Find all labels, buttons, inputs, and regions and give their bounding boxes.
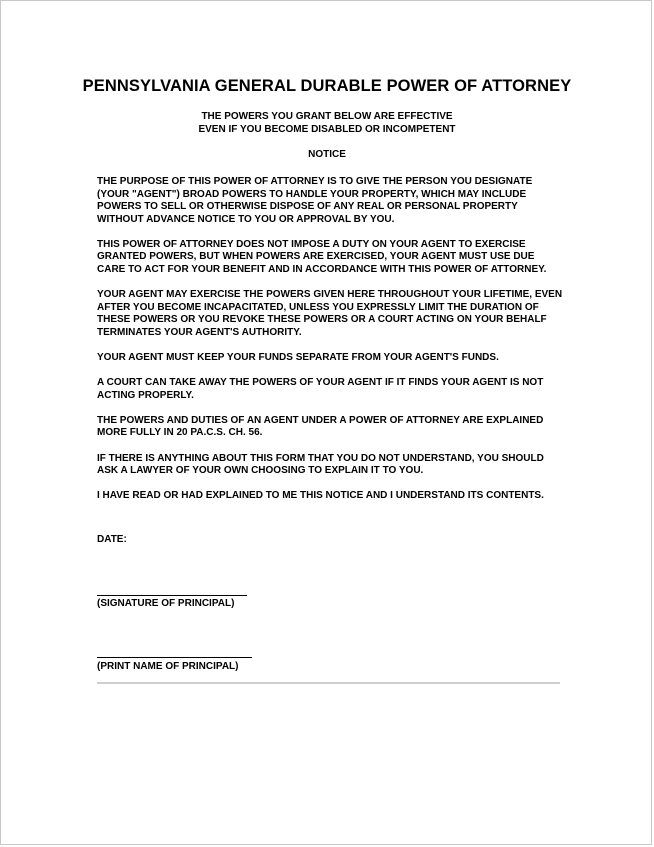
print-name-line <box>97 657 252 658</box>
subtitle-line-2: EVEN IF YOU BECOME DISABLED OR INCOMPETENT <box>198 123 456 135</box>
notice-paragraph-court: A COURT CAN TAKE AWAY THE POWERS OF YOUR AGENT IF IT FINDS YOUR AGENT IS NOT ACTING PROPERLY. <box>97 377 544 401</box>
notice-paragraph-duty: THIS POWER OF ATTORNEY DOES NOT IMPOSE A DUTY ON YOUR AGENT TO EXERCISE GRANTED POWERS, BUT WHEN POWERS ARE EXERCISED, YOUR AGENT MUST USE DUE CARE TO ACT FOR YOUR BENEFIT AND IN ACCORDANCE WITH THIS POWER OF ATTORNEY. <box>97 238 547 276</box>
notice-paragraph-lawyer: IF THERE IS ANYTHING ABOUT THIS FORM THAT YOU DO NOT UNDERSTAND, YOU SHOULD ASK A LAWYER OF YOUR OWN CHOOSING TO EXPLAIN IT TO YOU. <box>97 452 544 477</box>
date-label: DATE: <box>97 534 127 545</box>
signature-caption: (SIGNATURE OF PRINCIPAL) <box>97 598 235 609</box>
section-divider <box>97 682 560 684</box>
notice-paragraph-purpose: THE PURPOSE OF THIS POWER OF ATTORNEY IS TO GIVE THE PERSON YOU DESIGNATE (YOUR "AGENT") BROAD POWERS TO HANDLE YOUR PROPERTY, WHICH MAY INCLUDE POWERS TO SELL OR OTHERWISE DISPOSE OF ANY REAL OR PERSONAL PROPERTY WITHOUT ADVANCE NOTICE TO YOU OR APPROVAL BY YOU. <box>97 176 533 225</box>
notice-heading: NOTICE <box>308 149 346 160</box>
notice-paragraph-acknowledgement: I HAVE READ OR HAD EXPLAINED TO ME THIS NOTICE AND I UNDERSTAND ITS CONTENTS. <box>97 490 544 502</box>
notice-paragraph-lifetime: YOUR AGENT MAY EXERCISE THE POWERS GIVEN HERE THROUGHOUT YOUR LIFETIME, EVEN AFTER YOU BECOME INCAPACITATED, UNLESS YOU EXPRESSLY LIMIT THE DURATION OF THESE POWERS OR YOU REVOKE THESE POWERS OR A COURT ACTING ON YOUR BEHALF TERMINATES YOUR AGENT'S AUTHORITY. <box>97 289 563 338</box>
subtitle-line-1: THE POWERS YOU GRANT BELOW ARE EFFECTIVE <box>201 111 453 122</box>
notice-paragraph-statute: THE POWERS AND DUTIES OF AN AGENT UNDER A POWER OF ATTORNEY ARE EXPLAINED MORE FULLY IN 20 PA.C.S. CH. 56. <box>97 414 544 439</box>
document-title: PENNSYLVANIA GENERAL DURABLE POWER OF ATTORNEY <box>82 77 572 95</box>
print-name-caption: (PRINT NAME OF PRINCIPAL) <box>97 661 239 672</box>
notice-paragraph-funds: YOUR AGENT MUST KEEP YOUR FUNDS SEPARATE FROM YOUR AGENT'S FUNDS. <box>97 352 499 364</box>
document-subtitle <box>1 111 653 136</box>
signature-line <box>97 595 247 596</box>
notice-body <box>97 176 563 515</box>
